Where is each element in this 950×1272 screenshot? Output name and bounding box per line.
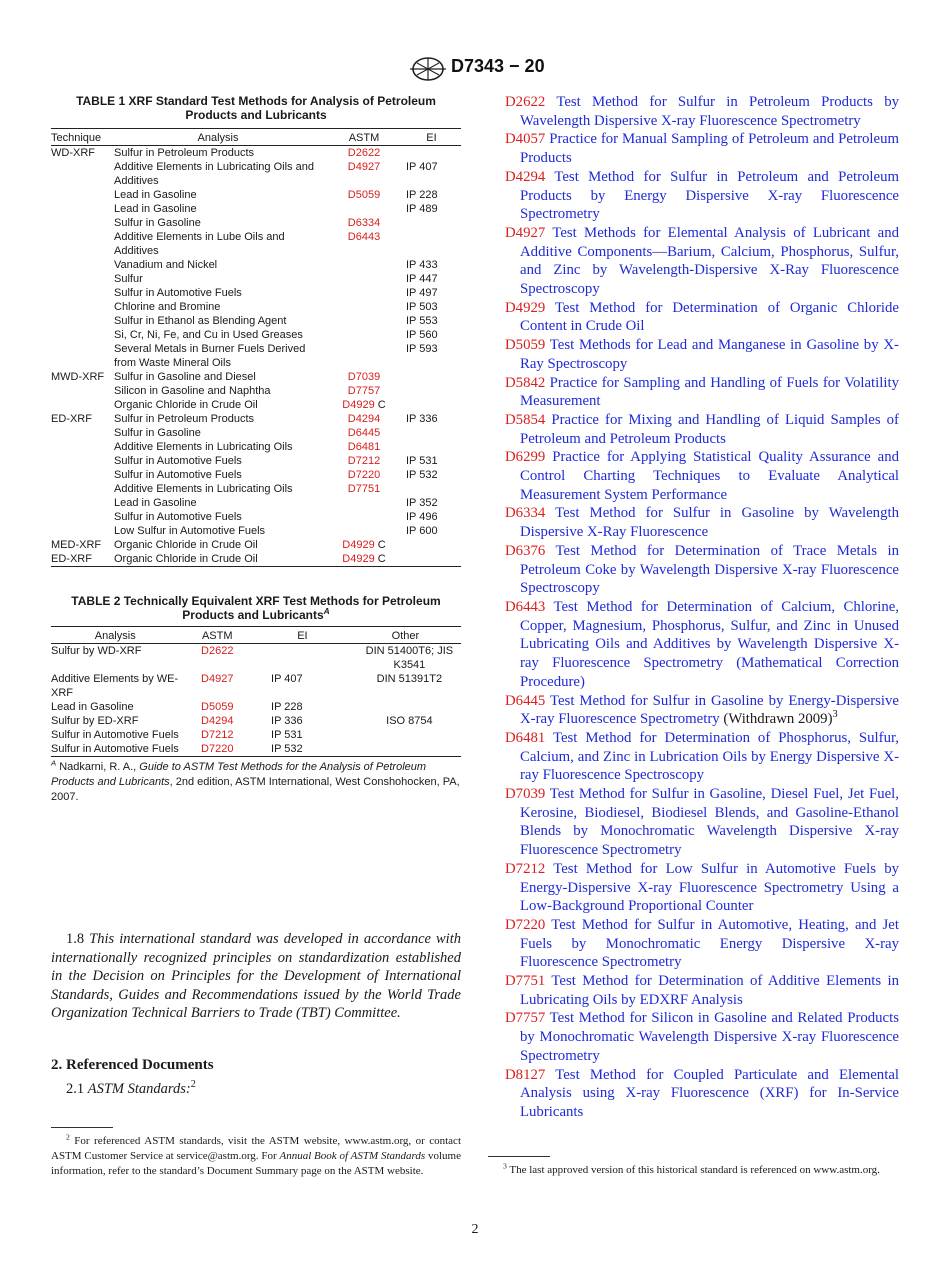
footnote-2-marker: 2: [66, 1132, 70, 1142]
astm-link[interactable]: D7757: [347, 385, 381, 397]
reference-title-link[interactable]: Test Methods for Elemental Analysis of Lubricant and Additive Components—Barium, Calcium, Phosphorus, Sulfur, and Zinc by Wavelength-Dispersive X-Ray Fluorescence Spectroscopy: [520, 224, 899, 298]
astm-cell: [326, 398, 402, 412]
section-2-1: [66, 1081, 196, 1098]
section-1-8-text: This international standard was developed in accordance with internationally recognized principles on standardization established in the Decision on Principles for the Development of International Standards, Guides and Recommendations issued by the World Trade Organization Technical Barriers to Trade (TBT) Committee.: [51, 931, 461, 1022]
astm-cell[interactable]: D4294: [201, 715, 234, 727]
ei-cell: IP 600: [406, 525, 438, 537]
technique-cell: [51, 342, 114, 370]
footnote-2-text-before: For referenced ASTM standards, visit the ASTM website, www.astm.org, or contact ASTM Customer Service at service@astm.org. For: [51, 1135, 461, 1162]
astm-cell: [326, 230, 402, 258]
astm-cell: [326, 188, 402, 202]
reference-title-link[interactable]: Practice for Manual Sampling of Petroleum and Petroleum Products: [520, 131, 899, 167]
table-row: [51, 700, 461, 714]
astm-cell: [326, 426, 402, 440]
table-row: [51, 370, 461, 384]
table-row: [51, 454, 461, 468]
technique-cell: [51, 510, 114, 524]
other-cell: [350, 742, 461, 757]
ei-cell: [402, 482, 461, 496]
reference-title-link[interactable]: Test Method for Coupled Particulate and Elemental Analysis using X-ray Fluorescence (XRF) for In-Service Lubricants: [520, 1066, 899, 1120]
technique-cell: [51, 258, 114, 272]
table-row: [51, 538, 461, 552]
table-row: [51, 524, 461, 538]
section-1-8-paragraph: [51, 930, 461, 1023]
analysis-cell: Lead in Gasoline: [114, 497, 197, 509]
analysis-cell: Additive Elements in Lube Oils and Additives: [114, 231, 285, 257]
reference-code-link[interactable]: D5854: [505, 411, 546, 428]
analysis-cell: Sulfur in Automotive Fuels: [114, 511, 242, 523]
reference-item: [505, 860, 899, 916]
astm-cell: [326, 328, 402, 342]
technique-cell: [51, 468, 114, 482]
astm-cell: [326, 384, 402, 398]
ei-cell: IP 531: [271, 729, 303, 741]
technique-cell: [51, 160, 114, 188]
referenced-documents-heading: 2. Referenced Documents: [51, 1057, 214, 1073]
ei-cell: [402, 216, 461, 230]
ei-cell: [402, 538, 461, 552]
reference-item: [505, 692, 899, 729]
reference-code-link[interactable]: D6481: [505, 729, 546, 746]
ei-cell: IP 407: [271, 673, 303, 685]
astm-link[interactable]: D5059: [347, 189, 381, 201]
table-row: [51, 286, 461, 300]
table2-body: [51, 644, 461, 757]
analysis-cell: Sulfur in Automotive Fuels: [51, 729, 179, 741]
astm-cell: [326, 370, 402, 384]
ei-cell: IP 447: [406, 273, 438, 285]
footnote-2-italic: Annual Book of ASTM Standards: [279, 1150, 426, 1162]
analysis-cell: Several Metals in Burner Fuels Derived from Waste Mineral Oils: [114, 343, 306, 369]
reference-item: [505, 916, 899, 972]
reference-item: [505, 299, 899, 336]
analysis-cell: Additive Elements in Lubricating Oils: [114, 441, 293, 453]
technique-cell: [51, 230, 114, 258]
reference-item: [505, 448, 899, 504]
ei-cell: IP 553: [406, 315, 438, 327]
reference-code-link[interactable]: D4294: [505, 168, 546, 185]
technique-cell: [51, 202, 114, 216]
reference-code-link[interactable]: D5842: [505, 374, 546, 391]
table2-header-row: [51, 627, 461, 644]
table1: [51, 128, 461, 567]
astm-cell: [326, 258, 402, 272]
reference-title-link[interactable]: Test Method for Determination of Calcium, Chlorine, Copper, Magnesium, Phosphorus, Sulfur, and Zinc in Unused Lubricating Oils and Additives by Wavelength Dispersive X-ray Fluorescence Spectrometry (Mathematical Correction Procedure): [520, 598, 899, 690]
table1-header-astm: ASTM: [326, 129, 402, 146]
astm-cell: [326, 412, 402, 426]
table2-header-analysis: Analysis: [51, 627, 179, 644]
astm-cell[interactable]: D7220: [201, 743, 234, 755]
ei-cell: IP 407: [406, 161, 438, 173]
reference-code-link[interactable]: D4929: [505, 299, 546, 316]
technique-cell: [51, 426, 114, 440]
analysis-cell: Sulfur in Automotive Fuels: [114, 287, 242, 299]
astm-cell: [326, 510, 402, 524]
section-1-8-number: 1.8: [66, 931, 85, 947]
reference-code-link[interactable]: D7212: [505, 860, 546, 877]
other-cell: ISO 8754: [386, 715, 433, 727]
reference-code-link[interactable]: D7751: [505, 973, 546, 990]
astm-cell: [326, 286, 402, 300]
table-row: [51, 552, 461, 567]
table-row: [51, 160, 461, 188]
ei-cell: [402, 384, 461, 398]
reference-code-link[interactable]: D4057: [505, 131, 546, 148]
analysis-cell: Sulfur in Gasoline and Diesel: [114, 371, 256, 383]
reference-code-link[interactable]: D6445: [505, 692, 546, 709]
table2-header-other: Other: [350, 627, 461, 644]
technique-cell: [51, 272, 114, 286]
astm-link[interactable]: D7039: [347, 371, 381, 383]
technique-cell: [51, 524, 114, 538]
reference-item: [505, 130, 899, 167]
table2-footnote-marker: A: [51, 758, 57, 768]
reference-title-link[interactable]: Test Method for Determination of Phosphorus, Sulfur, Calcium, and Zinc in Lubrication Oils by Energy Dispersive X-ray Fluorescence Spectroscopy: [520, 729, 900, 784]
ei-cell: [402, 370, 461, 384]
astm-cell: [326, 538, 402, 552]
reference-item: [505, 729, 899, 785]
other-cell: [350, 700, 461, 714]
reference-code-link[interactable]: D6299: [505, 449, 546, 466]
table-row: [51, 342, 461, 370]
astm-cell: [326, 468, 402, 482]
reference-code-link[interactable]: D5059: [505, 337, 546, 354]
table-row: [51, 468, 461, 482]
technique-cell: [51, 286, 114, 300]
table1-caption: TABLE 1 XRF Standard Test Methods for Analysis of Petroleum Products and Lubricants: [76, 94, 436, 122]
ei-cell: IP 336: [271, 715, 303, 727]
table-row: [51, 328, 461, 342]
table-row: [51, 398, 461, 412]
astm-cell: [326, 342, 402, 370]
analysis-cell: Low Sulfur in Automotive Fuels: [114, 525, 266, 537]
table2-caption-text: TABLE 2 Technically Equivalent XRF Test Methods for Petroleum Products and Lubricants: [71, 594, 441, 622]
ei-cell: IP 593: [406, 343, 438, 355]
other-cell: DIN 51391T2: [376, 673, 443, 685]
reference-code-link[interactable]: D8127: [505, 1066, 546, 1083]
ei-cell: IP 496: [406, 511, 438, 523]
ei-cell: [255, 644, 350, 673]
astm-cell: [326, 216, 402, 230]
technique-cell: [51, 188, 114, 202]
reference-title-link[interactable]: Test Method for Silicon in Gasoline and Related Products by Monochromatic Wavelength Dispersive X-ray Fluorescence Spectrometry: [520, 1010, 899, 1064]
reference-title-link[interactable]: Test Method for Determination of Organic Chloride Content in Crude Oil: [520, 299, 899, 335]
astm-cell: [326, 496, 402, 510]
section-2-1-title: ASTM Standards:: [87, 1081, 191, 1097]
page-number: 2: [471, 1222, 479, 1237]
ei-cell: [402, 440, 461, 454]
technique-cell: WD-XRF: [51, 147, 95, 159]
ei-cell: IP 336: [406, 413, 438, 425]
reference-title-link[interactable]: Practice for Mixing and Handling of Liquid Samples of Petroleum and Petroleum Products: [520, 411, 899, 447]
table2-header-ei: EI: [255, 627, 350, 644]
reference-code-link[interactable]: D7757: [505, 1010, 546, 1027]
astm-link[interactable]: D2622: [347, 147, 381, 159]
astm-link[interactable]: D7220: [347, 469, 381, 481]
analysis-cell: Sulfur in Ethanol as Blending Agent: [114, 315, 287, 327]
technique-cell: [51, 454, 114, 468]
referenced-standards-list: [505, 93, 899, 1122]
astm-cell[interactable]: D5059: [201, 701, 234, 713]
astm-cell: [326, 314, 402, 328]
reference-title-link[interactable]: Practice for Sampling and Handling of Fuels for Volatility Measurement: [520, 374, 899, 410]
table-row: [51, 216, 461, 230]
technique-cell: [51, 496, 114, 510]
reference-item: [505, 504, 899, 541]
ei-cell: IP 228: [406, 189, 438, 201]
ei-cell: IP 352: [406, 497, 438, 509]
analysis-cell: Organic Chloride in Crude Oil: [114, 539, 258, 551]
technique-cell: [51, 328, 114, 342]
astm-cell[interactable]: D2622: [201, 645, 234, 657]
astm-cell[interactable]: D7212: [201, 729, 234, 741]
table2-header-astm: ASTM: [179, 627, 255, 644]
astm-cell: [326, 552, 402, 567]
page-header: [0, 56, 950, 82]
ei-cell: [402, 552, 461, 567]
analysis-cell: Sulfur in Petroleum Products: [114, 147, 255, 159]
table-row: [51, 482, 461, 496]
ei-cell: [402, 146, 461, 161]
astm-cell: [326, 482, 402, 496]
ei-cell: IP 532: [406, 469, 438, 481]
table-row: [51, 440, 461, 454]
ei-cell: IP 560: [406, 329, 438, 341]
analysis-cell: Additive Elements by WE-XRF: [51, 673, 179, 699]
analysis-cell: Sulfur in Gasoline: [114, 217, 201, 229]
analysis-cell: Organic Chloride in Crude Oil: [114, 553, 258, 565]
reference-item: [505, 374, 899, 411]
analysis-cell: Sulfur in Automotive Fuels: [114, 455, 242, 467]
reference-item: [505, 785, 899, 860]
astm-link[interactable]: D4927: [347, 161, 381, 173]
analysis-cell: Additive Elements in Lubricating Oils and Additives: [114, 161, 314, 187]
table-row: [51, 510, 461, 524]
ei-cell: [402, 230, 461, 258]
astm-logo-icon: [408, 56, 448, 82]
section-2-1-sup: 2: [190, 1079, 196, 1091]
astm-link[interactable]: D4929: [342, 553, 375, 565]
reference-title-link[interactable]: Practice for Applying Statistical Quality Assurance and Control Charting Techniques to Evaluate Analytical Measurement System Performance: [520, 449, 899, 503]
table2-footnote-title: Guide to ASTM Test Methods for the Analysis of Petroleum Products and Lubricants: [51, 761, 427, 788]
table-row: [51, 426, 461, 440]
ei-cell: [402, 398, 461, 412]
table2-footnote-prefix: Nadkarni, R. A.,: [56, 761, 140, 773]
footnote-3: [488, 1163, 899, 1178]
reference-item: [505, 598, 899, 692]
reference-code-link[interactable]: D2622: [505, 94, 546, 110]
reference-title-link[interactable]: Test Method for Sulfur in Gasoline, Diesel Fuel, Jet Fuel, Kerosine, Biodiesel, Biodiesel Blends, and Gasoline-Ethanol Blends by Monochromatic Wavelength Dispersive X-ray Fluorescence Spectrometry: [520, 786, 899, 859]
astm-cell: [326, 440, 402, 454]
reference-code-link[interactable]: D6443: [505, 598, 546, 615]
astm-cell: [326, 300, 402, 314]
reference-code-link[interactable]: D6376: [505, 542, 546, 559]
analysis-cell: Sulfur by WD-XRF: [51, 645, 142, 657]
ei-cell: IP 531: [406, 455, 438, 467]
reference-note: (Withdrawn 2009): [719, 711, 833, 728]
reference-code-link[interactable]: D6334: [505, 505, 546, 522]
astm-link[interactable]: D6481: [347, 441, 381, 453]
table-row: [51, 258, 461, 272]
reference-code-link[interactable]: D7220: [505, 916, 546, 933]
reference-item: [505, 542, 899, 598]
footnote-3-text: The last approved version of this historical standard is referenced on www.astm.org.: [506, 1164, 880, 1176]
astm-cell: [326, 524, 402, 538]
technique-cell: [51, 398, 114, 412]
ei-cell: IP 503: [406, 301, 438, 313]
table2-caption-sup: A: [323, 606, 330, 616]
astm-cell: [326, 272, 402, 286]
table-row: [51, 728, 461, 742]
table-row: [51, 300, 461, 314]
reference-item: [505, 168, 899, 224]
analysis-cell: Vanadium and Nickel: [114, 259, 218, 271]
astm-link[interactable]: D6334: [347, 217, 381, 229]
ei-cell: IP 497: [406, 287, 438, 299]
table-row: [51, 412, 461, 426]
table-row: [51, 272, 461, 286]
astm-suffix: C: [374, 399, 386, 411]
table-row: [51, 714, 461, 728]
reference-item: [505, 224, 899, 299]
reference-title-link[interactable]: Test Method for Sulfur in Gasoline by Wavelength Dispersive X-Ray Fluorescence: [520, 505, 899, 541]
technique-cell: [51, 300, 114, 314]
table-row: [51, 188, 461, 202]
section-2-1-number: 2.1: [66, 1081, 85, 1097]
table-row: [51, 644, 461, 673]
reference-item: [505, 411, 899, 448]
astm-cell: [326, 146, 402, 161]
ei-cell: [402, 426, 461, 440]
analysis-cell: Si, Cr, Ni, Fe, and Cu in Used Greases: [114, 329, 303, 341]
reference-title-link[interactable]: Test Method for Determination of Trace Metals in Petroleum Coke by Wavelength Dispersive X-ray Fluorescence Spectroscopy: [520, 542, 900, 597]
astm-suffix: C: [374, 553, 386, 565]
reference-item: [505, 93, 899, 130]
table-row: [51, 742, 461, 757]
analysis-cell: Organic Chloride in Crude Oil: [114, 399, 258, 411]
reference-title-link[interactable]: Test Method for Sulfur in Gasoline by Energy-Dispersive X-ray Fluorescence Spectrometry: [520, 692, 899, 728]
analysis-cell: Chlorine and Bromine: [114, 301, 221, 313]
table1-body: [51, 146, 461, 567]
analysis-cell: Sulfur in Automotive Fuels: [114, 469, 242, 481]
reference-title-link[interactable]: Test Methods for Lead and Manganese in Gasoline by X-Ray Spectroscopy: [520, 337, 899, 372]
table-row: [51, 496, 461, 510]
ei-cell: IP 228: [271, 701, 303, 713]
reference-title-link[interactable]: Test Method for Sulfur in Petroleum and Petroleum Products by Energy Dispersive X-ray Fluorescence Spectrometry: [520, 168, 899, 223]
technique-cell: MED-XRF: [51, 539, 102, 551]
table-row: [51, 384, 461, 398]
table1-header-technique: Technique: [51, 129, 114, 146]
reference-item: [505, 972, 899, 1009]
reference-title-link[interactable]: Test Method for Low Sulfur in Automotive Fuels by Energy-Dispersive X-ray Fluorescence Spectrometry Using a Low-Background Proportional Counter: [520, 860, 899, 915]
table2: [51, 626, 461, 757]
table2-footnote-suffix: , 2nd edition, ASTM International, West Conshohocken, PA, 2007.: [51, 776, 460, 803]
astm-cell: [326, 160, 402, 188]
reference-title-link[interactable]: Test Method for Sulfur in Petroleum Products by Wavelength Dispersive X-ray Fluorescence Spectrometry: [520, 94, 899, 129]
footnote-2-text-after: volume information, refer to the standard’s Document Summary page on the ASTM website.: [51, 1150, 461, 1177]
reference-title-link[interactable]: Test Method for Sulfur in Automotive, Heating, and Jet Fuels by Monochromatic Energy Dispersive X-ray Fluorescence Spectrometry: [520, 916, 899, 971]
ei-cell: IP 489: [406, 203, 438, 215]
technique-cell: [51, 216, 114, 230]
other-cell: DIN 51400T6; JIS K3541: [365, 645, 454, 671]
footnote-3-marker: 3: [503, 1161, 507, 1171]
analysis-cell: Lead in Gasoline: [114, 189, 197, 201]
reference-item: [505, 336, 899, 373]
ei-cell: IP 532: [271, 743, 303, 755]
astm-link[interactable]: D6445: [347, 427, 381, 439]
analysis-cell: Sulfur in Gasoline: [114, 427, 201, 439]
analysis-cell: Silicon in Gasoline and Naphtha: [114, 385, 271, 397]
left-column: [51, 94, 461, 805]
analysis-cell: Sulfur by ED-XRF: [51, 715, 139, 727]
technique-cell: [51, 440, 114, 454]
technique-cell: MWD-XRF: [51, 371, 105, 383]
astm-cell[interactable]: D4927: [201, 673, 234, 685]
table1-header-analysis: Analysis: [114, 129, 326, 146]
analysis-cell: Additive Elements in Lubricating Oils: [114, 483, 293, 495]
technique-cell: [51, 384, 114, 398]
table-row: [51, 230, 461, 258]
technique-cell: ED-XRF: [51, 553, 92, 565]
astm-cell: [326, 454, 402, 468]
other-cell: [350, 728, 461, 742]
reference-code-link[interactable]: D4927: [505, 224, 546, 241]
table2-caption: [51, 594, 461, 622]
analysis-cell: Sulfur in Automotive Fuels: [51, 743, 179, 755]
technique-cell: [51, 314, 114, 328]
reference-item: [505, 1009, 899, 1065]
table1-header-ei: EI: [402, 129, 461, 146]
analysis-cell: Lead in Gasoline: [51, 701, 134, 713]
astm-link[interactable]: D4929: [342, 539, 375, 551]
table-row: [51, 202, 461, 216]
astm-cell: [326, 202, 402, 216]
reference-title-link[interactable]: Test Method for Determination of Additive Elements in Lubricating Oils by EDXRF Analysis: [520, 973, 900, 1008]
analysis-cell: Sulfur in Petroleum Products: [114, 413, 255, 425]
table-row: [51, 314, 461, 328]
technique-cell: ED-XRF: [51, 413, 92, 425]
astm-link[interactable]: D7212: [347, 455, 381, 467]
reference-footnote-marker: 3: [832, 709, 838, 721]
technique-cell: [51, 482, 114, 496]
astm-suffix: C: [374, 539, 386, 551]
table-row: [51, 146, 461, 161]
table2-footnote: [51, 760, 461, 805]
reference-item: [505, 1066, 899, 1122]
analysis-cell: Lead in Gasoline: [114, 203, 197, 215]
astm-link[interactable]: D6443: [347, 231, 381, 243]
analysis-cell: Sulfur: [114, 273, 143, 285]
document-id: D7343 − 20: [451, 56, 545, 76]
reference-code-link[interactable]: D7039: [505, 786, 546, 803]
ei-cell: IP 433: [406, 259, 438, 271]
table-row: [51, 672, 461, 700]
astm-link[interactable]: D4929: [342, 399, 375, 411]
footnote-2: [51, 1134, 461, 1179]
footnote-divider-left: [51, 1127, 113, 1128]
astm-link[interactable]: D7751: [347, 483, 381, 495]
table1-header-row: [51, 129, 461, 146]
footnote-divider-right: [488, 1156, 550, 1157]
astm-link[interactable]: D4294: [347, 413, 381, 425]
